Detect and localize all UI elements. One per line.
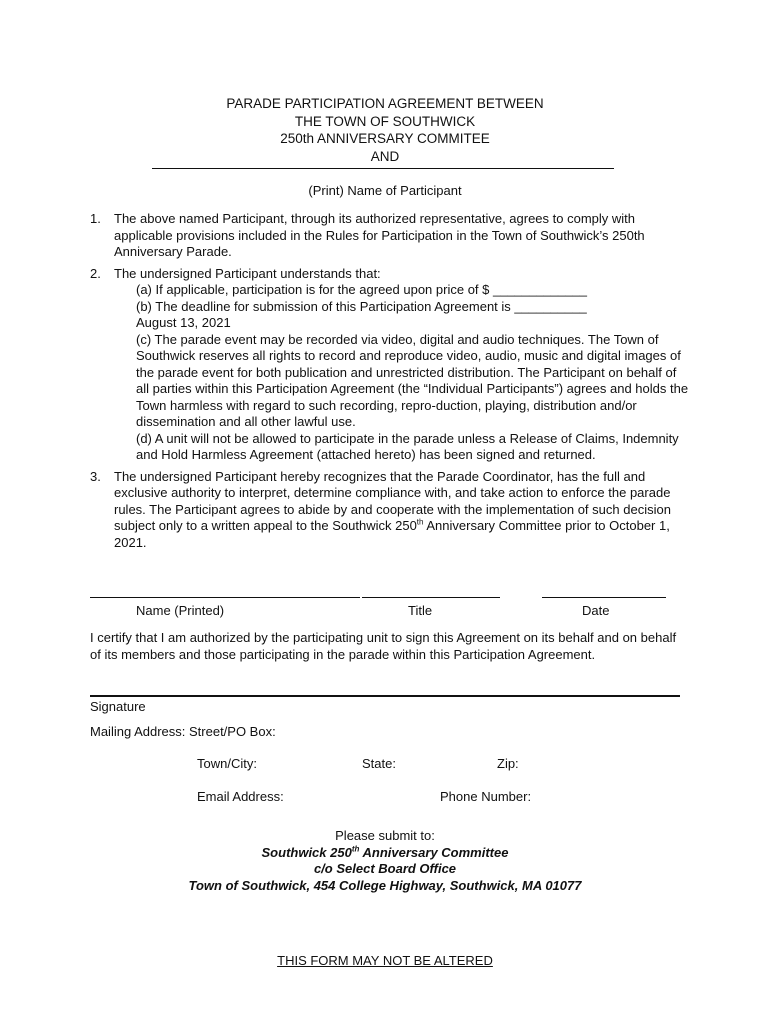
signature-label: Signature xyxy=(90,699,146,714)
sub-item-b-date: August 13, 2021 xyxy=(136,315,231,330)
title-line-1: PARADE PARTICIPATION AGREEMENT BETWEEN xyxy=(226,96,544,111)
sub-item-a: (a) If applicable, participation is for the agreed upon price of $ _____________ xyxy=(136,282,587,297)
date-caption: Date xyxy=(582,603,610,618)
state-label: State: xyxy=(362,756,396,771)
date-line[interactable] xyxy=(542,597,666,598)
participant-name-caption: (Print) Name of Participant xyxy=(308,183,462,198)
sub-item-d: (d) A unit will not be allowed to participate in the parade unless a Release of Claims, Indemnity and Hold Harmless Agreement (attached hereto) has been signed and returned. xyxy=(136,430,679,462)
item-number: 1. xyxy=(90,211,101,226)
item-text-main: The undersigned Participant hereby recognizes that the Parade Coordinator, has the full and exclusive authority to interpret, determine compliance with, and take action to enforce the parade rules. The Participant agrees to abide by and cooperate with the implementation of such decision subject only to a written appeal to the Southwick 250 xyxy=(114,468,671,533)
name-printed-caption: Name (Printed) xyxy=(136,603,225,618)
sub-item-c: (c) The parade event may be recorded via video, digital and audio techniques. The Town of Southwick reserves all rights to record and reproduce video, audio, music and digital images of the parade event for both publication and unrestricted distribution. The Participant on behalf of all parties within this Participation Agreement (the “Individual Participants”) agrees and holds the Town harmless with regard to such recording, repro-duction, playing, distribution and/or dissemination and all other lawful use. xyxy=(136,331,689,429)
submit-intro: Please submit to: xyxy=(335,828,435,843)
item-number: 3. xyxy=(90,468,101,484)
town-city-label: Town/City: xyxy=(197,756,257,771)
superscript: th xyxy=(416,517,424,527)
signature-line[interactable] xyxy=(90,695,680,697)
item-text-end: Anniversary Committee prior to October 1, 2021. xyxy=(114,518,670,550)
title-line-2: THE TOWN OF SOUTHWICK xyxy=(294,113,476,129)
phone-number-label: Phone Number: xyxy=(440,789,532,804)
zip-label: Zip: xyxy=(497,756,519,771)
list-item xyxy=(90,211,690,261)
committee-name-main: Southwick 250 xyxy=(261,844,352,860)
agreement-items xyxy=(90,211,690,556)
item-text: The above named Participant, through its authorized representative, agrees to comply with applicable provisions included in the Rules for Participation in the Town of Southwick’s 250th Anniversary Parade. xyxy=(114,211,645,259)
submission-info xyxy=(0,828,770,894)
form-notice: THIS FORM MAY NOT BE ALTERED xyxy=(277,953,493,968)
office-address: Town of Southwick, 454 College Highway, Southwick, MA 01077 xyxy=(188,877,582,893)
office-name: c/o Select Board Office xyxy=(313,861,457,876)
certification-text: I certify that I am authorized by the participating unit to sign this Agreement on its behalf and on behalf of its members and those participating in the parade within this Participation Agreement. xyxy=(90,630,677,662)
email-address-label: Email Address: xyxy=(197,789,284,804)
title-line-3: 250th ANNIVERSARY COMMITEE xyxy=(280,131,490,146)
mailing-address-label: Mailing Address: Street/PO Box: xyxy=(90,724,276,739)
item-text: The undersigned Participant understands that: xyxy=(114,265,381,281)
title-caption: Title xyxy=(408,603,433,618)
superscript: th xyxy=(351,844,360,854)
document-title xyxy=(0,95,770,165)
name-printed-line[interactable] xyxy=(90,597,360,598)
list-item xyxy=(90,469,690,552)
item-number: 2. xyxy=(90,265,101,281)
sub-item-b: (b) The deadline for submission of this Participation Agreement is __________ xyxy=(136,298,587,314)
title-line-4: AND xyxy=(370,148,400,164)
committee-name xyxy=(0,845,770,862)
list-item xyxy=(90,266,690,464)
committee-name-end: Anniversary Committee xyxy=(359,844,509,860)
item-text xyxy=(114,469,690,552)
participant-name-line[interactable] xyxy=(152,168,614,169)
title-line[interactable] xyxy=(362,597,500,598)
